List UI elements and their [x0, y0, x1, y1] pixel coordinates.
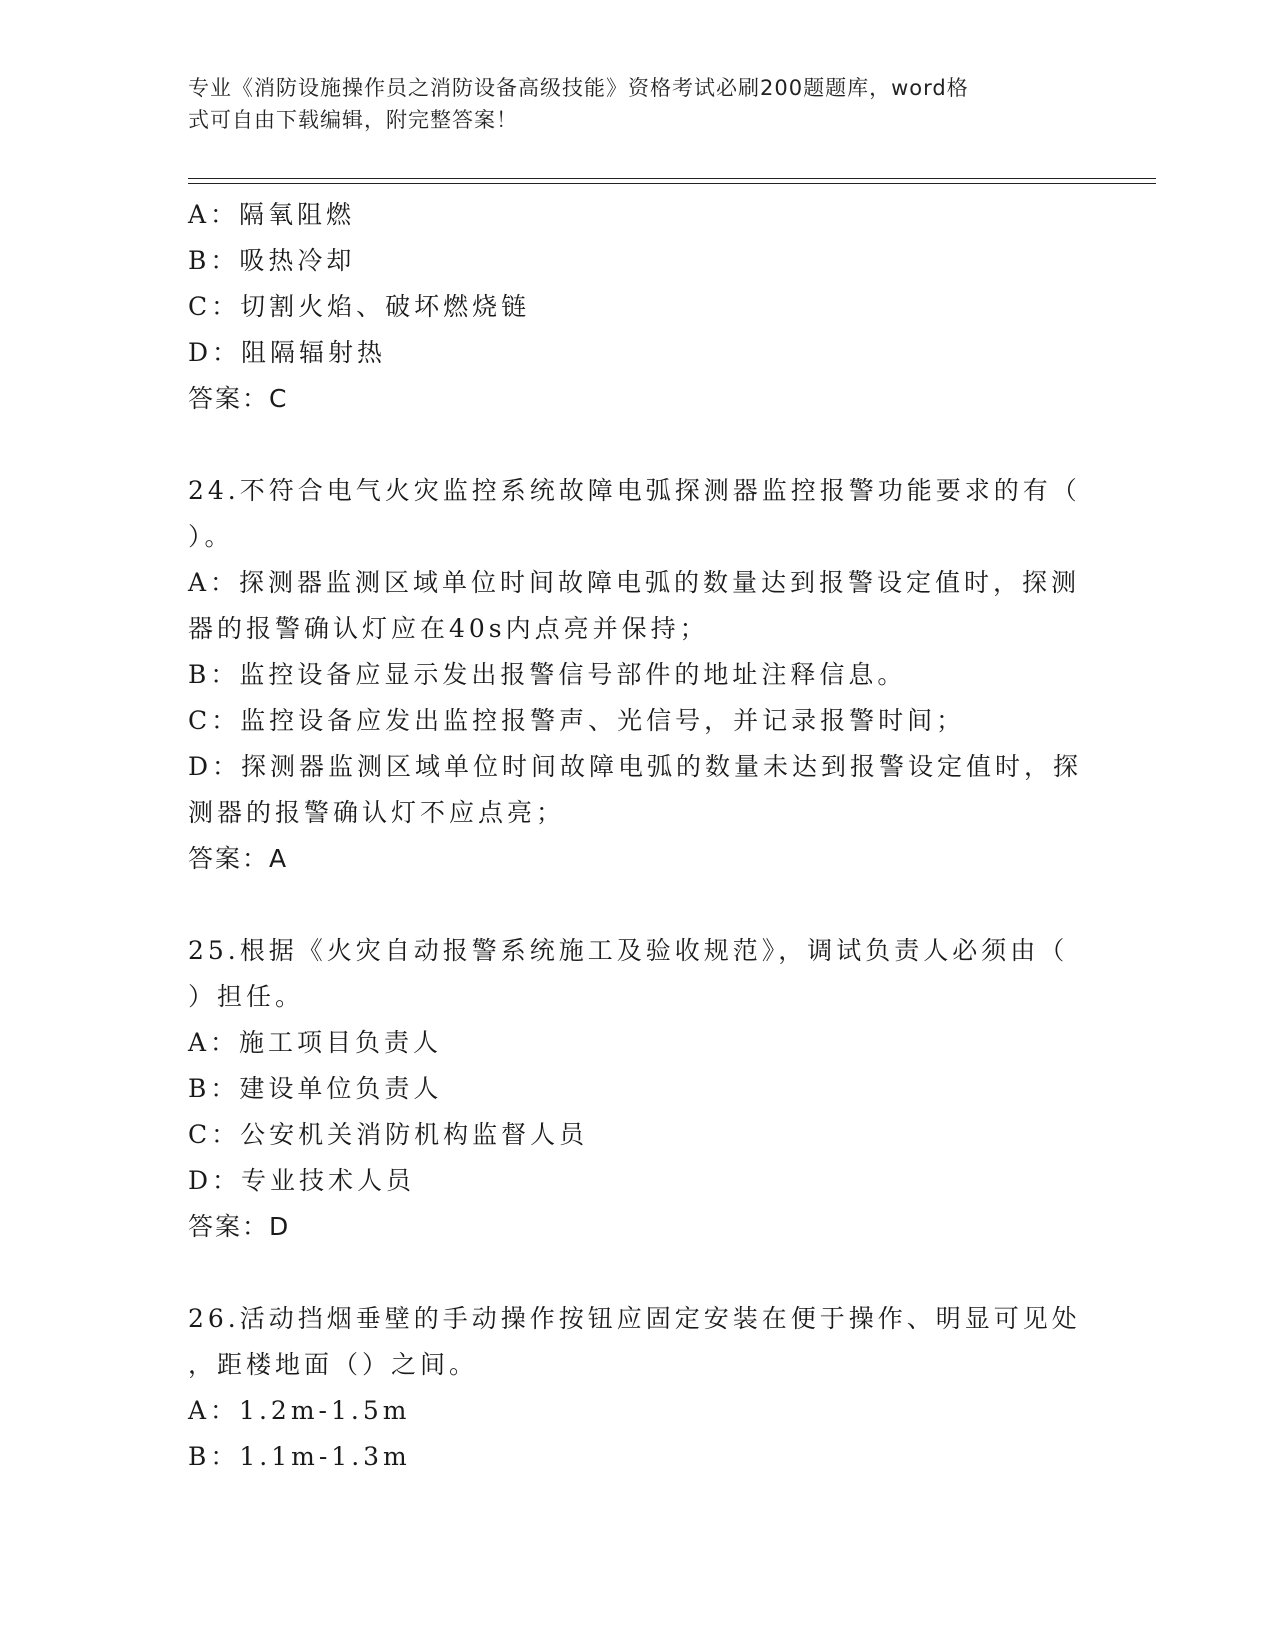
q24-option-b: B：监控设备应显示发出报警信号部件的地址注释信息。 [188, 660, 907, 689]
question-list [188, 192, 1088, 1480]
document-header [188, 72, 1068, 136]
q23-option-b: B：吸热冷却 [188, 246, 356, 275]
question-23-options [188, 192, 1088, 422]
q23-answer: 答案：C [188, 384, 289, 413]
header-line-2: 式可自由下载编辑，附完整答案！ [188, 108, 518, 132]
q23-option-d: D：阻隔辐射热 [188, 338, 387, 367]
q23-option-a: A：隔氧阻燃 [188, 200, 356, 229]
question-spacer [188, 1250, 1088, 1296]
q24-answer: 答案：A [188, 844, 289, 873]
q26-stem-line-1: 26.活动挡烟垂壁的手动操作按钮应固定安装在便于操作、明显可见处 [188, 1304, 1081, 1333]
question-spacer [188, 882, 1088, 928]
q25-stem-line-2: ）担任。 [188, 982, 305, 1011]
q26-stem-line-2: ，距楼地面（）之间。 [188, 1350, 479, 1379]
q26-option-b: B：1.1m-1.3m [188, 1442, 411, 1471]
q25-option-c: C：公安机关消防机构监督人员 [188, 1120, 589, 1149]
q24-option-d-line-2: 测器的报警确认灯不应点亮； [188, 798, 566, 827]
question-26 [188, 1296, 1088, 1480]
q25-stem-line-1: 25.根据《火灾自动报警系统施工及验收规范》，调试负责人必须由（ [188, 936, 1069, 965]
q24-option-a-line-1: A：探测器监测区域单位时间故障电弧的数量达到报警设定值时，探测 [188, 568, 1081, 597]
q24-stem-line-2: ）。 [188, 522, 234, 551]
header-divider-top [188, 178, 1156, 179]
q25-option-b: B：建设单位负责人 [188, 1074, 443, 1103]
q25-option-a: A：施工项目负责人 [188, 1028, 443, 1057]
q24-option-a-line-2: 器的报警确认灯应在40s内点亮并保持； [188, 614, 709, 643]
question-25 [188, 928, 1088, 1250]
q24-option-c: C：监控设备应发出监控报警声、光信号，并记录报警时间； [188, 706, 966, 735]
question-24 [188, 468, 1088, 882]
q24-option-d-line-1: D：探测器监测区域单位时间故障电弧的数量未达到报警设定值时，探 [188, 752, 1083, 781]
question-spacer [188, 422, 1088, 468]
header-divider-bottom [188, 183, 1156, 184]
header-line-1: 专业《消防设施操作员之消防设备高级技能》资格考试必刷200题题库，word格 [188, 76, 969, 100]
q24-stem-line-1: 24.不符合电气火灾监控系统故障电弧探测器监控报警功能要求的有（ [188, 476, 1081, 505]
q25-option-d: D：专业技术人员 [188, 1166, 416, 1195]
q25-answer: 答案：D [188, 1212, 291, 1241]
q23-option-c: C：切割火焰、破坏燃烧链 [188, 292, 531, 321]
q26-option-a: A：1.2m-1.5m [188, 1396, 411, 1425]
